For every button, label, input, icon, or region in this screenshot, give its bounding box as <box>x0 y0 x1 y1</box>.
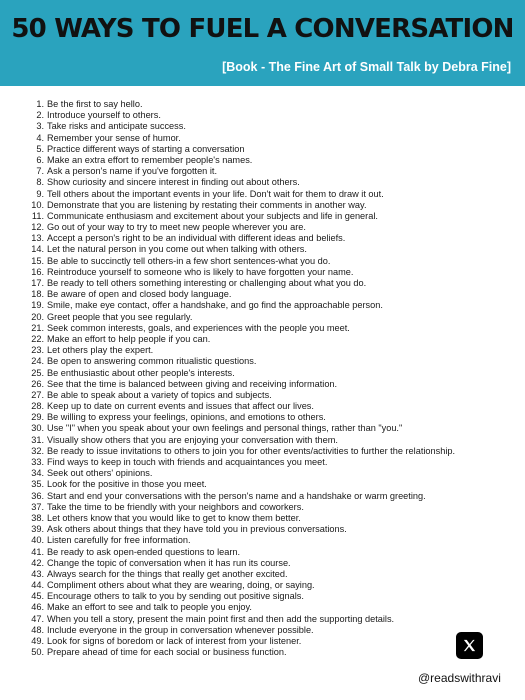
item-number: 19. <box>31 300 44 311</box>
list-item <box>30 524 520 535</box>
item-number: 7. <box>36 166 44 177</box>
item-text: Greet people that you see regularly. <box>47 311 193 322</box>
item-number: 5. <box>36 143 44 154</box>
list-item <box>30 200 520 211</box>
list-item <box>30 289 520 300</box>
item-text: Keep up to date on current events and issues that affect our lives. <box>47 401 314 412</box>
header-banner <box>0 0 525 86</box>
item-text: Reintroduce yourself to someone who is likely to have forgotten your name. <box>47 266 354 277</box>
item-text: Tell others about the important events in your life. Don't wait for them to draw it out. <box>47 188 384 199</box>
item-text: Smile, make eye contact, offer a handshake, and go find the approachable person. <box>47 300 383 311</box>
item-number: 41. <box>31 546 44 557</box>
item-number: 45. <box>31 591 44 602</box>
list-item <box>30 491 520 502</box>
book-subtitle: [Book - The Fine Art of Small Talk by Debra Fine] <box>222 60 511 74</box>
list-item <box>30 278 520 289</box>
item-text: Make an effort to help people if you can. <box>47 333 211 344</box>
list-item <box>30 423 520 434</box>
list-item <box>30 602 520 613</box>
list-item <box>30 479 520 490</box>
list-item <box>30 300 520 311</box>
item-text: Be able to speak about a variety of topics and subjects. <box>47 389 272 400</box>
item-text: Seek out others' opinions. <box>47 468 153 479</box>
item-text: Change the topic of conversation when it has run its course. <box>47 557 291 568</box>
list-item <box>30 121 520 132</box>
item-text: Communicate enthusiasm and excitement about your subjects and life in general. <box>47 210 378 221</box>
item-number: 28. <box>31 401 44 412</box>
item-text: Be aware of open and closed body language. <box>47 289 232 300</box>
item-number: 25. <box>31 367 44 378</box>
item-text: Demonstrate that you are listening by restating their comments in another way. <box>47 199 367 210</box>
list-item <box>30 547 520 558</box>
list-item <box>30 99 520 110</box>
item-text: Remember your sense of humor. <box>47 132 181 143</box>
list-item <box>30 446 520 457</box>
list-item <box>30 636 520 647</box>
item-text: Visually show others that you are enjoying your conversation with them. <box>47 434 338 445</box>
page-title: 50 WAYS TO FUEL A CONVERSATION <box>11 14 514 44</box>
item-number: 48. <box>31 624 44 635</box>
item-text: Introduce yourself to others. <box>47 110 161 121</box>
item-text: When you tell a story, present the main point first and then add the supporting details. <box>47 613 395 624</box>
list-item <box>30 591 520 602</box>
item-number: 39. <box>31 524 44 535</box>
list-item <box>30 222 520 233</box>
item-number: 10. <box>31 199 44 210</box>
item-text: Compliment others about what they are wearing, doing, or saying. <box>47 580 315 591</box>
item-number: 27. <box>31 389 44 400</box>
list-item <box>30 625 520 636</box>
list-item <box>30 368 520 379</box>
item-text: Make an extra effort to remember people's names. <box>47 154 253 165</box>
item-number: 38. <box>31 512 44 523</box>
item-number: 18. <box>31 289 44 300</box>
item-text: Find ways to keep in touch with friends and acquaintances you meet. <box>47 457 328 467</box>
item-number: 22. <box>31 333 44 344</box>
list-item <box>30 502 520 513</box>
item-text: Let the natural person in you come out when talking with others. <box>47 244 307 255</box>
item-text: Use "I" when you speak about your own feelings and personal things, rather than "you." <box>47 423 403 434</box>
list-item <box>30 412 520 423</box>
item-text: Be ready to issue invitations to others to join you for other events/activities to further the relationship. <box>47 445 456 456</box>
item-text: Let others play the expert. <box>47 345 154 356</box>
item-number: 46. <box>31 602 44 613</box>
list-item <box>30 435 520 446</box>
item-text: See that the time is balanced between giving and receiving information. <box>47 378 338 389</box>
x-logo-icon <box>456 632 483 659</box>
item-text: Take risks and anticipate success. <box>47 121 186 132</box>
item-number: 43. <box>31 568 44 579</box>
item-text: Go out of your way to try to meet new people wherever you are. <box>47 222 306 233</box>
item-text: Always search for the things that really get another excited. <box>47 568 288 579</box>
item-number: 40. <box>31 535 44 546</box>
item-number: 6. <box>36 154 44 165</box>
list-item <box>30 558 520 569</box>
item-text: Listen carefully for free information. <box>47 535 191 546</box>
list-item <box>30 323 520 334</box>
list-item <box>30 513 520 524</box>
item-number: 35. <box>31 479 44 490</box>
item-number: 1. <box>36 99 44 109</box>
tips-list <box>30 99 520 658</box>
list-item <box>30 110 520 121</box>
item-number: 47. <box>31 613 44 624</box>
list-item <box>30 133 520 144</box>
item-number: 49. <box>31 636 44 646</box>
list-item <box>30 312 520 323</box>
item-number: 24. <box>31 356 44 367</box>
item-number: 37. <box>31 501 44 512</box>
author-handle: @readswithravi <box>418 671 501 685</box>
list-item <box>30 569 520 580</box>
item-number: 17. <box>31 278 44 288</box>
item-text: Make an effort to see and talk to people you enjoy. <box>47 602 252 613</box>
list-item <box>30 244 520 255</box>
item-number: 29. <box>31 412 44 423</box>
item-number: 34. <box>31 468 44 479</box>
item-text: Ask others about things that they have told you in previous conversations. <box>47 524 347 535</box>
list-item <box>30 401 520 412</box>
item-number: 14. <box>31 244 44 255</box>
item-number: 33. <box>31 457 44 467</box>
list-item <box>30 233 520 244</box>
item-number: 4. <box>36 132 44 143</box>
list-item <box>30 144 520 155</box>
item-text: Be ready to tell others something interesting or challenging about what you do. <box>47 278 367 288</box>
item-number: 30. <box>31 423 44 434</box>
item-text: Be willing to express your feelings, opinions, and emotions to others. <box>47 412 326 423</box>
item-text: Practice different ways of starting a conversation <box>47 143 245 154</box>
item-number: 12. <box>31 222 44 233</box>
item-number: 8. <box>36 177 44 188</box>
item-number: 26. <box>31 378 44 389</box>
list-item <box>30 379 520 390</box>
item-text: Seek common interests, goals, and experiences with the people you meet. <box>47 322 350 333</box>
item-number: 23. <box>31 345 44 356</box>
list-item <box>30 155 520 166</box>
item-number: 9. <box>36 188 44 199</box>
item-number: 21. <box>31 322 44 333</box>
list-item <box>30 457 520 468</box>
list-item <box>30 189 520 200</box>
item-text: Let others know that you would like to get to know them better. <box>47 512 301 523</box>
item-number: 36. <box>31 490 44 501</box>
item-number: 11. <box>31 210 44 221</box>
item-text: Be ready to ask open-ended questions to learn. <box>47 546 241 557</box>
item-text: Look for the positive in those you meet. <box>47 479 207 490</box>
item-text: Include everyone in the group in conversation whenever possible. <box>47 624 314 635</box>
item-number: 20. <box>31 311 44 322</box>
item-text: Be able to succinctly tell others-in a few short sentences-what you do. <box>47 255 331 266</box>
list-item <box>30 267 520 278</box>
list-item <box>30 345 520 356</box>
item-text: Be the first to say hello. <box>47 99 143 109</box>
item-number: 13. <box>31 233 44 244</box>
item-text: Accept a person's right to be an individual with different ideas and beliefs. <box>47 233 346 244</box>
list-item <box>30 390 520 401</box>
list-item <box>30 356 520 367</box>
item-text: Take the time to be friendly with your neighbors and coworkers. <box>47 501 304 512</box>
list-item <box>30 647 520 658</box>
item-number: 44. <box>31 580 44 591</box>
list-item <box>30 334 520 345</box>
list-item <box>30 614 520 625</box>
list-item <box>30 177 520 188</box>
item-number: 31. <box>31 434 44 445</box>
item-text: Show curiosity and sincere interest in finding out about others. <box>47 177 300 188</box>
item-text: Look for signs of boredom or lack of interest from your listener. <box>47 636 302 646</box>
list-item <box>30 211 520 222</box>
item-text: Ask a person's name if you've forgotten it. <box>47 166 217 177</box>
item-number: 42. <box>31 557 44 568</box>
item-number: 32. <box>31 445 44 456</box>
item-number: 50. <box>31 647 44 658</box>
list-item <box>30 256 520 267</box>
item-text: Encourage others to talk to you by sending out positive signals. <box>47 591 304 602</box>
item-number: 15. <box>31 255 44 266</box>
list-item <box>30 166 520 177</box>
item-text: Start and end your conversations with the person's name and a handshake or warm greeting. <box>47 490 426 501</box>
item-number: 3. <box>36 121 44 132</box>
item-number: 2. <box>36 110 44 121</box>
item-text: Be enthusiastic about other people's interests. <box>47 367 235 378</box>
list-item <box>30 580 520 591</box>
item-number: 16. <box>31 266 44 277</box>
list-item <box>30 535 520 546</box>
item-text: Prepare ahead of time for each social or business function. <box>47 647 287 658</box>
item-text: Be open to answering common ritualistic questions. <box>47 356 257 367</box>
list-item <box>30 468 520 479</box>
